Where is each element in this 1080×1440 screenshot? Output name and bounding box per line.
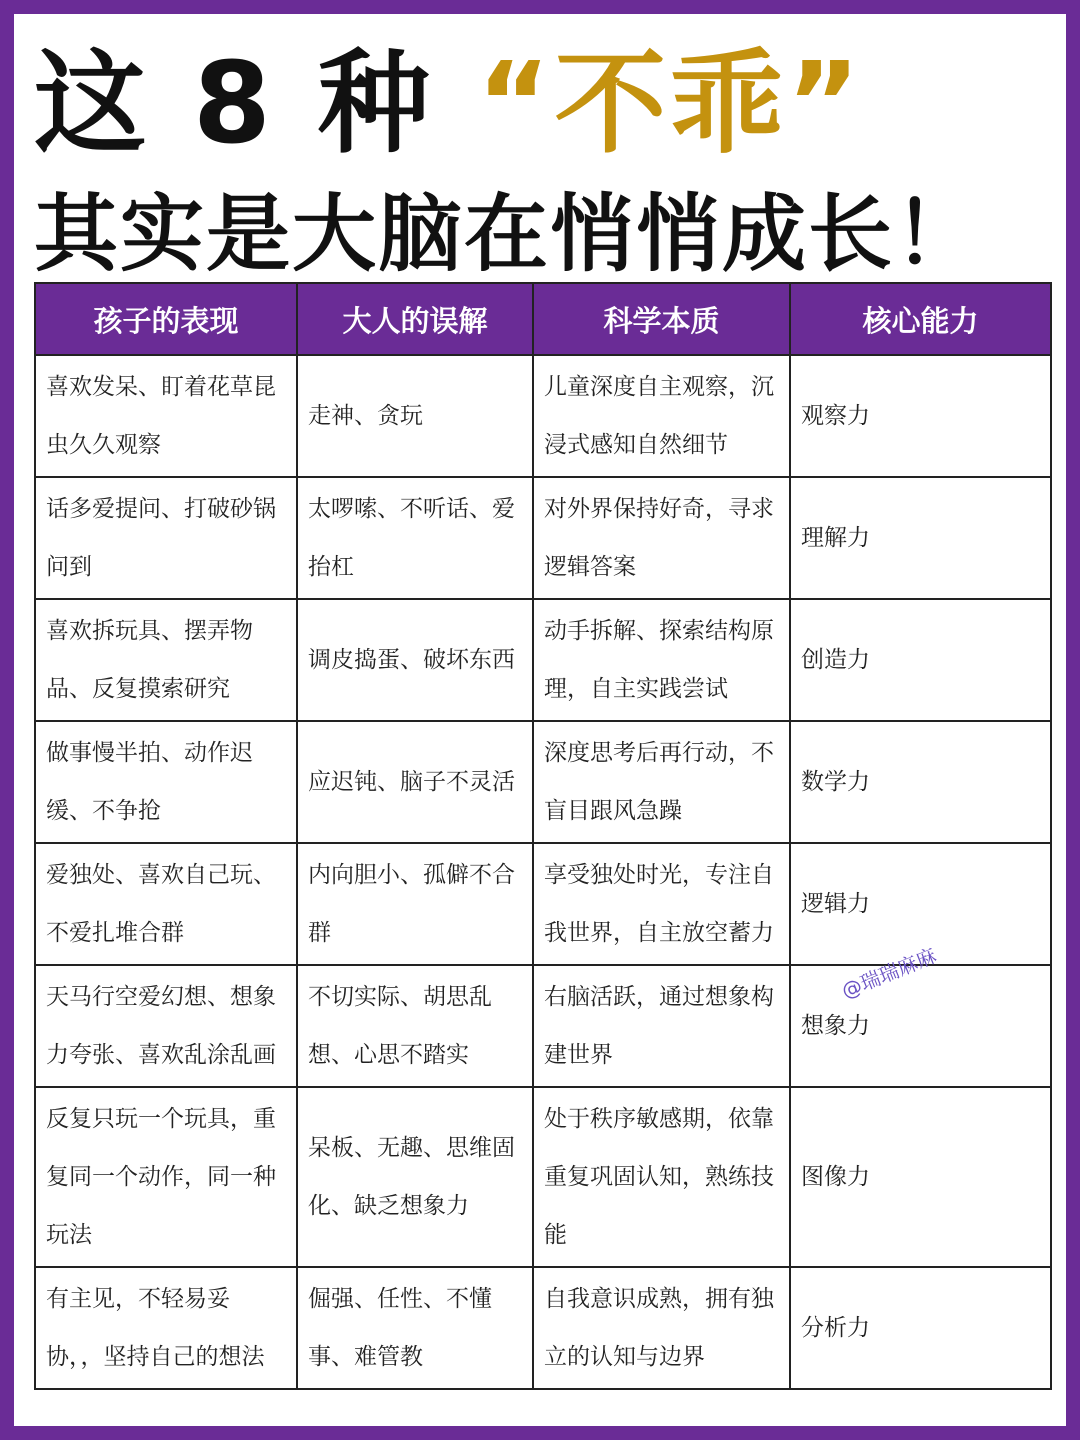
cell-behavior: 喜欢发呆、盯着花草昆虫久久观察 (35, 355, 297, 477)
cell-ability: 分析力 (790, 1267, 1051, 1389)
cell-behavior: 有主见，不轻易妥协，，坚持自己的想法 (35, 1267, 297, 1389)
table-row (35, 477, 1051, 599)
table-row (35, 355, 1051, 477)
cell-misunderstanding: 不切实际、胡思乱想、心思不踏实 (297, 965, 533, 1087)
cell-essence: 处于秩序敏感期，依靠重复巩固认知，熟练技能 (533, 1087, 790, 1267)
cell-behavior: 话多爱提问、打破砂锅问到 (35, 477, 297, 599)
cell-misunderstanding: 调皮捣蛋、破坏东西 (297, 599, 533, 721)
comparison-table (34, 282, 1052, 1390)
cell-behavior: 喜欢拆玩具、摆弄物品、反复摸索研究 (35, 599, 297, 721)
cell-misunderstanding: 走神、贪玩 (297, 355, 533, 477)
headline-highlight: “不乖” (476, 39, 865, 169)
headline-line2: 其实是大脑在悄悄成长！ (34, 185, 981, 283)
cell-misunderstanding: 呆板、无趣、思维固化、缺乏想象力 (297, 1087, 533, 1267)
cell-behavior: 反复只玩一个玩具，重复同一个动作，同一种玩法 (35, 1087, 297, 1267)
cell-behavior: 做事慢半拍、动作迟缓、不争抢 (35, 721, 297, 843)
cell-essence: 右脑活跃，通过想象构建世界 (533, 965, 790, 1087)
cell-essence: 深度思考后再行动，不盲目跟风急躁 (533, 721, 790, 843)
cell-ability: 想象力 (790, 965, 1051, 1087)
cell-misunderstanding: 应迟钝、脑子不灵活 (297, 721, 533, 843)
table-row (35, 599, 1051, 721)
cell-ability: 创造力 (790, 599, 1051, 721)
header-child-behavior: 孩子的表现 (35, 283, 297, 355)
cell-behavior: 爱独处、喜欢自己玩、不爱扎堆合群 (35, 843, 297, 965)
cell-ability: 理解力 (790, 477, 1051, 599)
cell-misunderstanding: 倔强、任性、不懂事、难管教 (297, 1267, 533, 1389)
cell-misunderstanding: 太啰嗦、不听话、爱抬杠 (297, 477, 533, 599)
cell-essence: 享受独处时光，专注自我世界，自主放空蓄力 (533, 843, 790, 965)
cell-ability: 数学力 (790, 721, 1051, 843)
content-card (14, 14, 1066, 1426)
cell-essence: 对外界保持好奇，寻求逻辑答案 (533, 477, 790, 599)
author-watermark: @瑞瑞麻麻 (838, 943, 940, 1004)
cell-essence: 儿童深度自主观察，沉浸式感知自然细节 (533, 355, 790, 477)
header-adult-misunderstanding: 大人的误解 (297, 283, 533, 355)
cell-ability: 观察力 (790, 355, 1051, 477)
table-header-row (35, 283, 1051, 355)
table-row (35, 1267, 1051, 1389)
headline-prefix: 这 8 种 (34, 39, 477, 169)
cell-essence: 动手拆解、探索结构原理，自主实践尝试 (533, 599, 790, 721)
header-scientific-essence: 科学本质 (533, 283, 790, 355)
cell-ability: 逻辑力 (790, 843, 1051, 965)
cell-behavior: 天马行空爱幻想、想象力夸张、喜欢乱涂乱画 (35, 965, 297, 1087)
header-core-ability: 核心能力 (790, 283, 1051, 355)
table-row (35, 965, 1051, 1087)
table-row (35, 1087, 1051, 1267)
table-row (35, 843, 1051, 965)
headline-line1 (34, 39, 865, 169)
cell-ability: 图像力 (790, 1087, 1051, 1267)
cell-essence: 自我意识成熟，拥有独立的认知与边界 (533, 1267, 790, 1389)
cell-misunderstanding: 内向胆小、孤僻不合群 (297, 843, 533, 965)
table-row (35, 721, 1051, 843)
